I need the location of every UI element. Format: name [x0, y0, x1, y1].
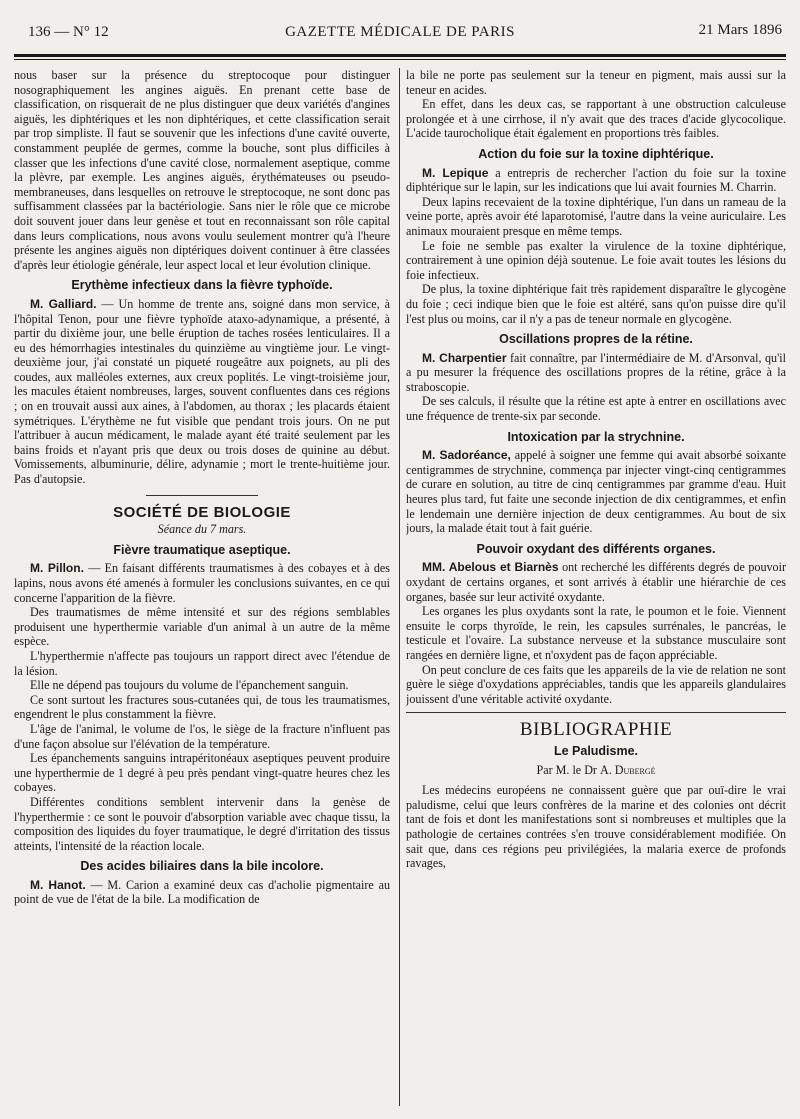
erytheme-paragraph: [14, 297, 390, 487]
byline: [406, 763, 786, 778]
column-divider: [399, 68, 400, 1106]
osc-text-1: fait connaître, par l'intermédiaire de M. d'Arsonval, qu'il a pu mesurer la fréquence des oscillations propres de la rétine, grâce à la straboscopie.: [406, 350, 786, 394]
osc-paragraph-2: De ses calculs, il résulte que la rétine est apte à entrer en oscillations avec une fréquence de trente-six par seconde.: [406, 394, 786, 424]
section-title-erytheme: Erythème infectieux dans la fièvre typhoïde.: [71, 278, 333, 293]
bibliography-title: BIBLIOGRAPHIE: [519, 719, 673, 741]
oxy-paragraph-1: [406, 560, 786, 604]
fievre-paragraph-3: L'hyperthermie n'affecte pas toujours un rapport direct avec l'étendue de la lésion.: [14, 648, 390, 678]
byline-prefix: Par M. le Dr: [536, 762, 600, 777]
acides-text: — M. Carion a examiné deux cas d'acholie pigmentaire au point de vue de l'état de la bile. La modification de: [14, 877, 390, 907]
newspaper-page: [14, 18, 786, 1108]
fievre-paragraph-8: Différentes conditions semblent intervenir dans la genèse de l'hyperthermie : ce sont le pouvoir d'absorption variable avec chaque tissu, la composition des liquides du foyer traumatique, le degré d'irritation des tissus atteints, l'intensité de la réaction locale.: [14, 794, 390, 853]
foie-paragraph-3: Le foie ne semble pas exalter la virulence de la toxine diphtérique, contrairement à une opinion déjà soutenue. Le foie avait toutes les lésions du foie infectieux.: [406, 238, 786, 282]
section-title-oscillations: Oscillations propres de la rétine.: [499, 332, 693, 347]
foie-paragraph-4: De plus, la toxine diphtérique fait très rapidement disparaître le glycogène du foie ; ceci indique bien que le foie est altéré, sans qu'on puisse dire qu'il l'est plus ou moins, car il n'y a pas de teneur normale en glycogène.: [406, 282, 786, 326]
oxy-paragraph-3: On peut conclure de ces faits que les appareils de la vie de relation ne sont guère le siège d'oxydations appréciables, tandis que les appareils glandulaires jouissent d'une véritable activité oxydante.: [406, 662, 786, 706]
section-title-strychnine: Intoxication par la strychnine.: [507, 429, 685, 444]
speaker-pillon: M. Pillon.: [30, 561, 84, 576]
fievre-text-1: — En faisant différents traumatismes à des cobayes et à des lapins, nous avons été amenés à formuler les conclusions suivantes, en ce qui concerne l'apparition de la fièvre.: [14, 561, 390, 605]
header-rule-thick: [14, 54, 786, 57]
page-number: 136 — N° 12: [28, 24, 109, 40]
fievre-paragraph-2: Des traumatismes de même intensité et sur des régions semblables produisent une hyperthermie variable d'un animal à un autre de la même espèce.: [14, 605, 390, 649]
continued-paragraph-2: En effet, dans les deux cas, se rapportant à une obstruction calculeuse prolongée et à une cirrhose, il n'y avait que des traces d'acide glycocolique. L'acide taurocholique était également en proportions très faibles.: [406, 97, 786, 141]
speaker-lepique: M. Lepique: [422, 165, 489, 180]
header-rule-thin: [14, 59, 786, 60]
byline-author: A. Dubergé: [599, 762, 656, 777]
foie-paragraph-2: Deux lapins recevaient de la toxine diphtérique, l'un dans un rameau de la veine porte, après avoir été laparotomisé, l'autre dans la veine auriculaire. Les animaux mouraient presque en même temps.: [406, 194, 786, 238]
acides-paragraph: [14, 878, 390, 907]
section-title-foie: Action du foie sur la toxine diphtérique.: [478, 146, 714, 161]
osc-paragraph-1: [406, 351, 786, 395]
foie-paragraph-1: [406, 166, 786, 195]
speaker-hanot: M. Hanot.: [30, 877, 86, 892]
fievre-paragraph-1: [14, 561, 390, 605]
strych-paragraph: [406, 448, 786, 536]
left-column: [14, 68, 390, 1106]
foie-text-1: a entrepris de rechercher l'action du foie sur la toxine diphtérique sur le lapin, sur les indications que lui avait fournies M. Charrin.: [406, 165, 786, 195]
section-title-acides: Des acides biliaires dans la bile incolore.: [80, 859, 324, 874]
society-session-date: Séance du 7 mars.: [157, 522, 247, 537]
speaker-galliard: M. Galliard.: [30, 296, 97, 311]
section-divider: [146, 495, 259, 496]
right-column: [406, 68, 786, 1106]
oxy-text-1: ont recherché les différents degrés de pouvoir oxydant de certains organes, et sont arrivés à établir une hiérarchie de ces organes, basée sur leur activité oxydante.: [406, 560, 786, 604]
speaker-abelous-biarnes: MM. Abelous et Biarnès: [422, 560, 559, 575]
issue-date: 21 Mars 1896: [698, 22, 782, 38]
paludisme-paragraph: Les médecins européens ne connaissent guère que par ouï-dire le vrai paludisme, celui que leurs confrères de la marine et des colonies ont décrit tant de fois et dont les manifestations sont si nombreuses et multiples que la pathologie de certaines contrées s'en trouve considérablement modifiée. On sait que, dans ces régions peu privilégiées, la malaria exerce de profonds ravages,: [406, 783, 786, 871]
fievre-paragraph-5: Ce sont surtout les fractures sous-cutanées qui, de tous les traumatismes, engendrent le plus constamment la fièvre.: [14, 692, 390, 722]
society-title: SOCIÉTÉ DE BIOLOGIE: [113, 503, 291, 521]
erytheme-text: — Un homme de trente ans, soigné dans mon service, à l'hôpital Tenon, pour une fièvre typhoïde ataxo-adynamique, a présenté, à partir du dixième jour, une belle éruption de taches rosées lenticulaires. Il a eu des hémorrhagies intestinales du quinzième au vingtième jour. Le vingt-deuxième jour, j'ai constaté un piqueté rougeâtre aux poignets, au pli des coudes, aux malléoles externes, aux creux poplités. Le vingt-troisième jour, les macules étaient nombreuses, larges, souvent confluentes dans ces régions ; on en trouvait aussi aux aines, à l'abdomen, au thorax ; les placards étaient symétriques. L'érythème ne fut visible que pendant trois jours. On ne put l'attribuer à aucun médicament, le malade ayant été traité seulement par les bains froids et n'ayant pris que deux ou trois doses de quinine au début. Vomissements, albuminurie, délire, adynamie ; mort le trente-huitième jour. Pas d'autopsie.: [14, 296, 390, 487]
speaker-sadoreance: M. Sadoréance,: [422, 448, 511, 463]
fievre-paragraph-4: Elle ne dépend pas toujours du volume de l'épanchement sanguin.: [30, 678, 349, 693]
page-header: [14, 18, 786, 58]
section-title-oxydant: Pouvoir oxydant des différents organes.: [476, 541, 716, 556]
oxy-paragraph-2: Les organes les plus oxydants sont la rate, le poumon et le foie. Viennent ensuite le corps thyroïde, le rein, les capsules surrénales, le pancréas, le testicule et l'ovaire. La substance nerveuse et la substance musculaire sont rangées en dernière ligne, et n'oxydent pas de façon appréciable.: [406, 604, 786, 662]
bibliography-rule: [406, 712, 786, 713]
fievre-paragraph-6: L'âge de l'animal, le volume de l'os, le siège de la fracture n'influent pas d'une façon absolue sur l'élévation de la température.: [14, 721, 390, 751]
section-title-paludisme: Le Paludisme.: [553, 743, 639, 758]
speaker-charpentier: M. Charpentier: [422, 350, 507, 365]
journal-title: GAZETTE MÉDICALE DE PARIS: [285, 24, 515, 40]
intro-paragraph: nous baser sur la présence du streptocoque pour distinguer nosographiquement les angines aiguës. En prenant cette base de classification, on risquerait de ne plus distinguer que deux variétés d'angines aiguës, les diphtériques et les non diphtériques, et cette classification serait par trop simpliste. Il faut se souvenir que les infections d'une cavité ouverte, constamment peuplée de germes, comme la bouche, sont plus difficiles à classer que les infections d'une cavité close, normalement aseptique, comme la plèvre, par exemple. Les angines aiguës, érythémateuses ou pseudo-membraneuses, dans lesquelles on retrouve le streptocoque, ne sont donc pas suffisamment classées par la bactériologie. Sans nier le rôle que ce microbe doit souvent jouer dans leur genèse et tout en reconnaissant son rôle capital dans leurs complications, nous avons voulu seulement montrer qu'à l'heure présente les angines aiguës non diptériques doivent continuer à être classées d'après leur étiologie générale, leur aspect local et leur évolution clinique.: [14, 68, 390, 272]
strych-text: appelé à soigner une femme qui avait absorbé soixante centigrammes de strychnine, commença par injecter vingt-cinq centigrammes de curare en solution, au titre de cinq centigrammes par gramme d'eau. Huit heures plus tard, fut faite une seconde injection de dix centigrammes, et enfin le lendemain une dernière injection de deux centigrammes. Au bout de six jours, la malade était tout à fait guérie.: [406, 448, 786, 536]
fievre-paragraph-7: Les épanchements sanguins intrapéritonéaux aseptiques peuvent produire une hyperthermie de 1 degré à peu près pendant vingt-quatre heures chez les cobayes.: [14, 751, 390, 795]
section-title-fievre: Fièvre traumatique aseptique.: [113, 542, 291, 557]
continued-paragraph-1: la bile ne porte pas seulement sur la teneur en pigment, mais aussi sur la teneur en acides.: [406, 68, 786, 97]
